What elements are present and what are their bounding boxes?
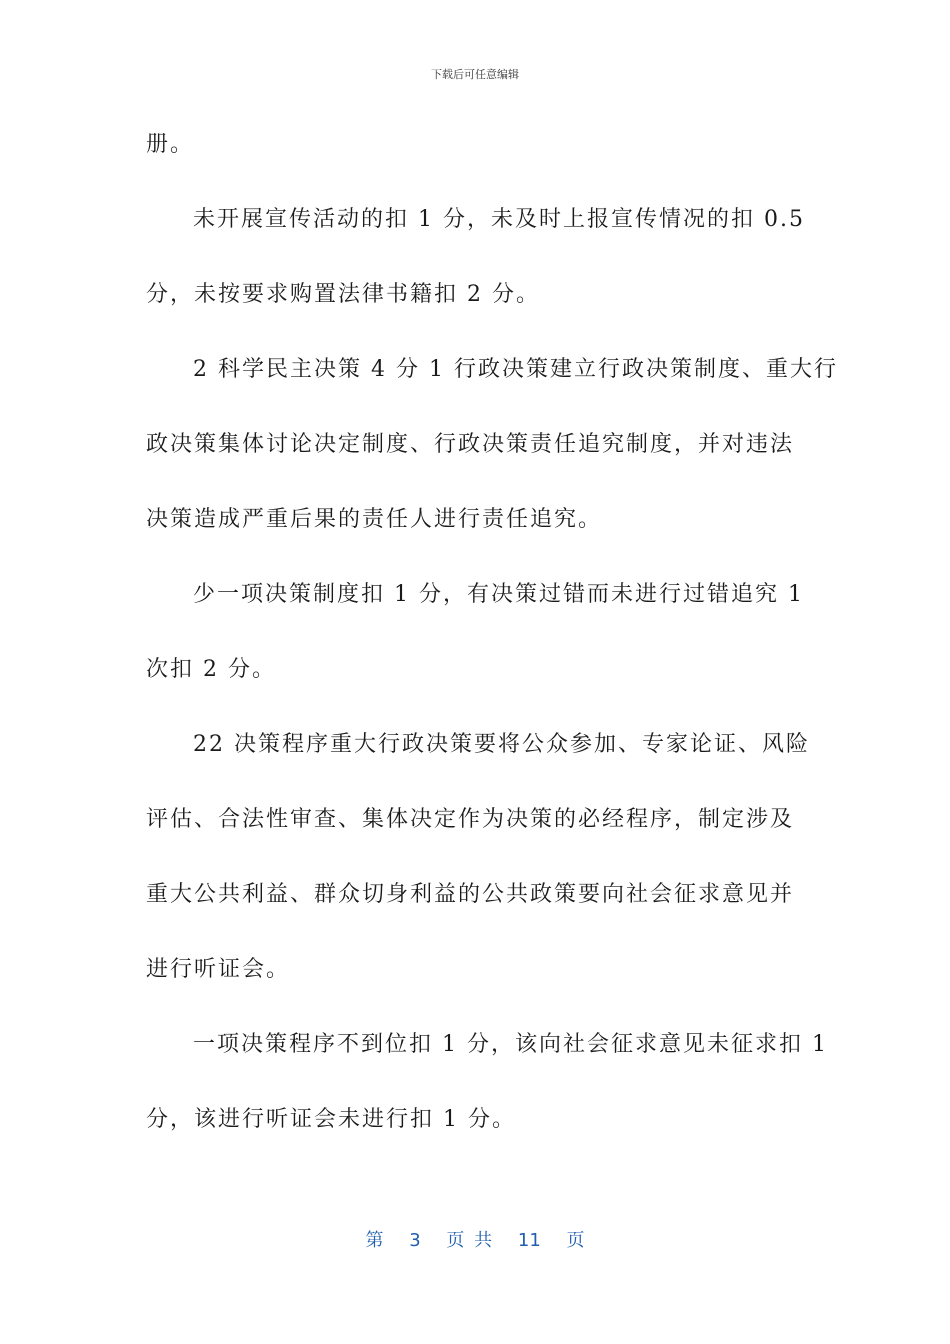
body-line: 22 决策程序重大行政决策要将公众参加、专家论证、风险	[193, 732, 810, 757]
total-page-number: 11	[517, 1230, 541, 1251]
footer-middle: 页 共	[446, 1230, 493, 1251]
current-page-number: 3	[409, 1230, 421, 1251]
body-line: 次扣 2 分。	[146, 657, 276, 682]
page-footer	[0, 1226, 950, 1252]
body-line: 决策造成严重后果的责任人进行责任追究。	[146, 507, 603, 532]
body-line: 重大公共利益、群众切身利益的公共政策要向社会征求意见并	[146, 882, 795, 907]
footer-prefix: 第	[365, 1230, 384, 1251]
body-line: 评估、合法性审查、集体决定作为决策的必经程序，制定涉及	[146, 807, 795, 832]
body-line: 政决策集体讨论决定制度、行政决策责任追究制度，并对违法	[146, 432, 795, 457]
body-line: 2 科学民主决策 4 分 1 行政决策建立行政决策制度、重大行	[193, 357, 838, 382]
page-header: 下载后可任意编辑	[431, 68, 519, 81]
body-line: 进行听证会。	[146, 957, 291, 982]
body-line: 分，该进行听证会未进行扣 1 分。	[146, 1107, 516, 1132]
body-line: 册。	[146, 132, 195, 157]
body-line: 未开展宣传活动的扣 1 分，未及时上报宣传情况的扣 0.5	[193, 207, 805, 232]
footer-suffix: 页	[566, 1230, 585, 1251]
body-line: 少一项决策制度扣 1 分，有决策过错而未进行过错追究 1	[193, 582, 804, 607]
body-line: 分，未按要求购置法律书籍扣 2 分。	[146, 282, 540, 307]
body-line: 一项决策程序不到位扣 1 分，该向社会征求意见未征求扣 1	[193, 1032, 828, 1057]
document-body	[146, 127, 838, 1177]
